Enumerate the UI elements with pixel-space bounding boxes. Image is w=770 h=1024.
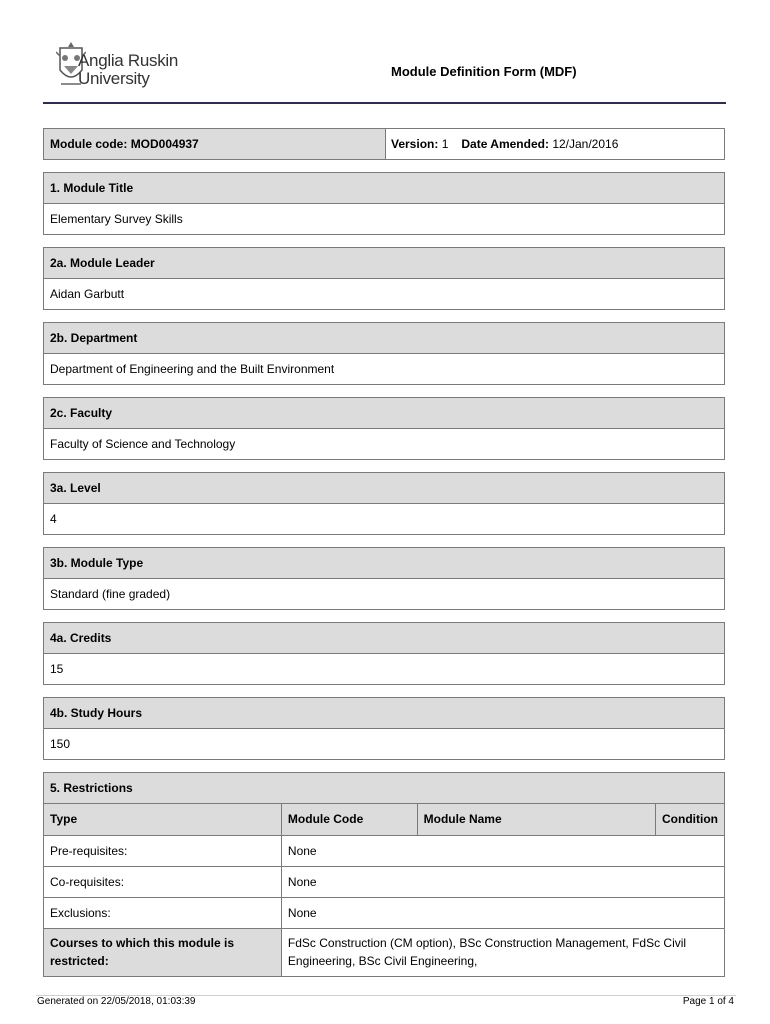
- section-header: 5. Restrictions: [44, 773, 724, 804]
- row-code: None: [281, 835, 724, 866]
- generated-timestamp: Generated on 22/05/2018, 01:03:39: [37, 996, 196, 1007]
- section-header: 4a. Credits: [44, 623, 724, 654]
- section-value: Standard (fine graded): [50, 587, 171, 601]
- row-type: Exclusions:: [44, 897, 281, 928]
- header-divider: [43, 102, 726, 104]
- section-module-type: [43, 547, 725, 610]
- date-amended-label: Date Amended:: [461, 137, 549, 151]
- page-number: Page 1 of 4: [682, 996, 734, 1007]
- section-value: Department of Engineering and the Built Environment: [50, 362, 335, 376]
- version-label: Version:: [391, 137, 439, 151]
- section-header: 3a. Level: [44, 473, 724, 504]
- table-row: [44, 928, 724, 976]
- date-amended-value: 12/Jan/2016: [552, 137, 619, 151]
- logo-wordmark: [78, 52, 178, 88]
- row-type: Co-requisites:: [44, 866, 281, 897]
- section-value: Faculty of Science and Technology: [50, 437, 236, 451]
- section-header: 2b. Department: [44, 323, 724, 354]
- section-faculty: [43, 397, 725, 460]
- courses-value: FdSc Construction (CM option), BSc Construction Management, FdSc Civil Engineering, BSc Civil Engineering,: [281, 928, 724, 976]
- section-header: 4b. Study Hours: [44, 698, 724, 729]
- module-code-box: [43, 128, 725, 160]
- row-type: Pre-requisites:: [44, 835, 281, 866]
- section-study-hours: [43, 697, 725, 760]
- section-header: 1. Module Title: [44, 173, 724, 204]
- section-module-title: [43, 172, 725, 235]
- section-restrictions: [43, 772, 725, 977]
- section-value: 4: [50, 512, 57, 526]
- table-row: [44, 897, 724, 928]
- form-title: Module Definition Form (MDF): [391, 64, 577, 79]
- column-header-module-code: Module Code: [281, 804, 417, 835]
- module-code-value: MOD004937: [130, 137, 199, 151]
- column-header-module-name: Module Name: [417, 804, 655, 835]
- column-header-type: Type: [44, 804, 281, 835]
- module-code-cell: [44, 129, 386, 159]
- section-value: Aidan Garbutt: [50, 287, 125, 301]
- courses-label: Courses to which this module is restricted:: [44, 928, 281, 976]
- row-code: None: [281, 897, 724, 928]
- section-value: Elementary Survey Skills: [50, 212, 183, 226]
- version-value: 1: [441, 137, 449, 151]
- section-value: 150: [50, 737, 71, 751]
- column-header-condition: Condition: [656, 804, 724, 835]
- table-header-row: [44, 804, 724, 835]
- version-cell: [386, 129, 724, 159]
- section-header: 2c. Faculty: [44, 398, 724, 429]
- section-module-leader: [43, 247, 725, 310]
- section-department: [43, 322, 725, 385]
- module-code-label: Module code:: [50, 137, 128, 151]
- section-value: 15: [50, 662, 64, 676]
- restrictions-table: [44, 804, 724, 976]
- section-header: 2a. Module Leader: [44, 248, 724, 279]
- section-credits: [43, 622, 725, 685]
- logo-line-2: University: [78, 69, 150, 88]
- row-code: None: [281, 866, 724, 897]
- table-row: [44, 835, 724, 866]
- table-row: [44, 866, 724, 897]
- section-header: 3b. Module Type: [44, 548, 724, 579]
- section-level: [43, 472, 725, 535]
- logo-line-1: Anglia Ruskin: [78, 51, 179, 70]
